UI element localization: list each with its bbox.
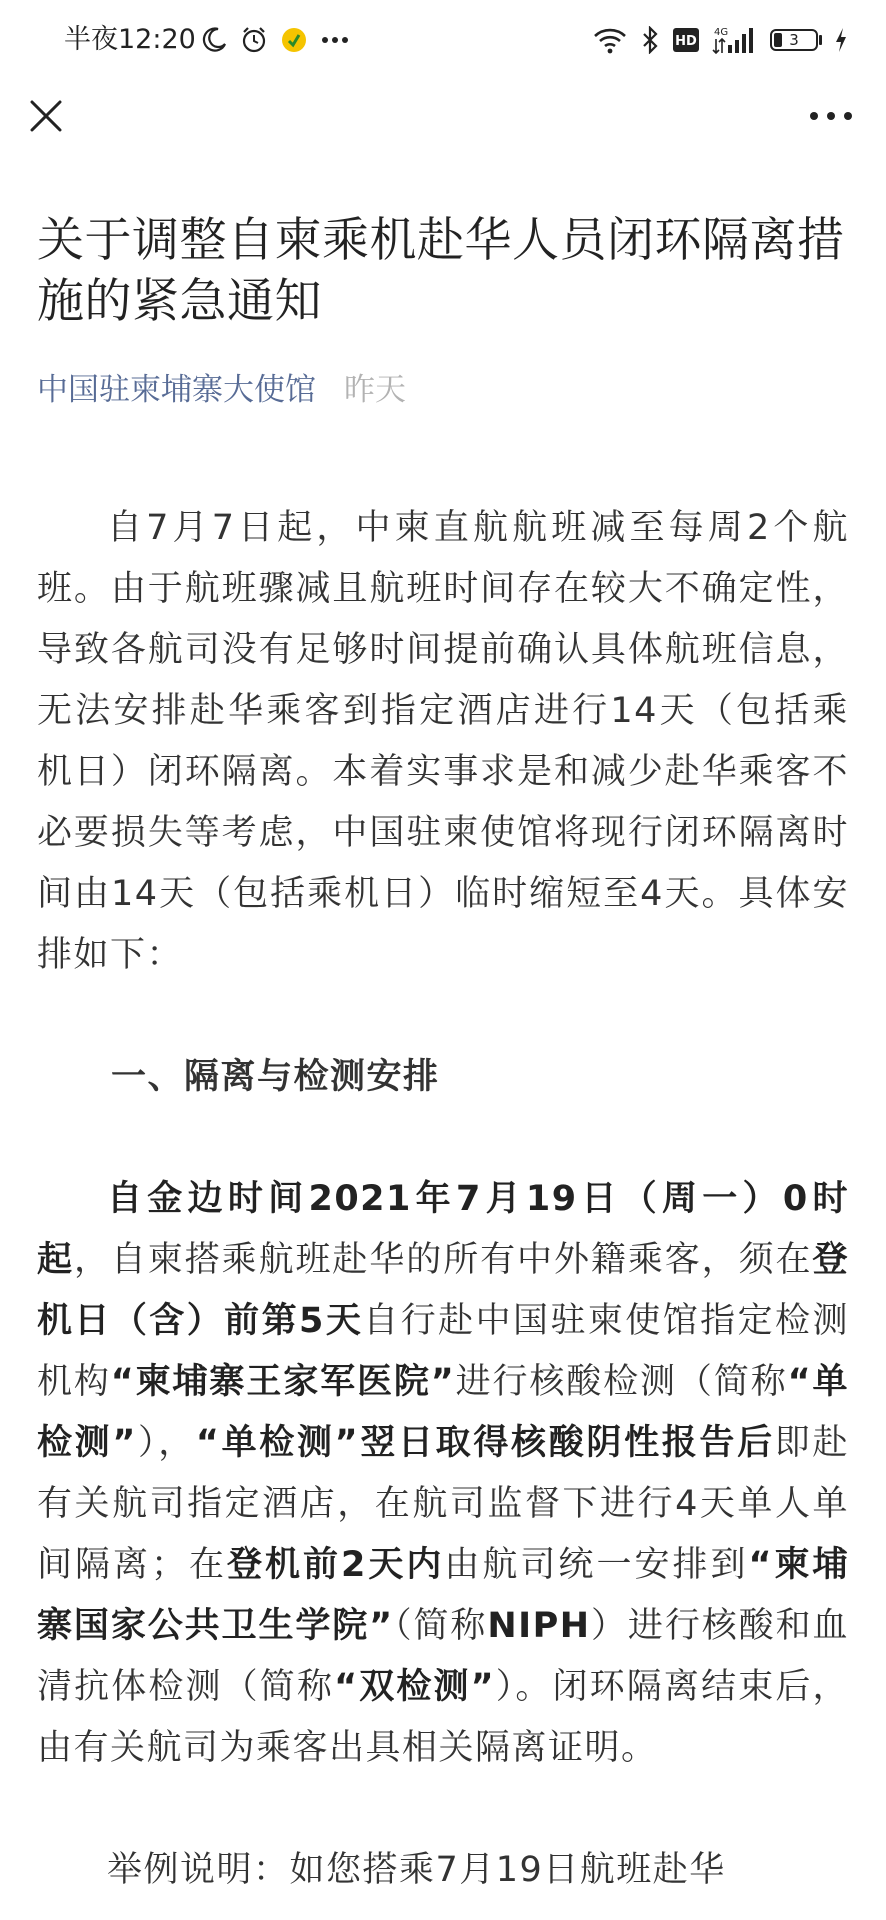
- charging-bolt-icon: [834, 27, 848, 53]
- body-text: 进行核酸检测（简称: [455, 1362, 788, 1402]
- hd-label: HD: [675, 34, 697, 49]
- status-bar: [0, 0, 886, 80]
- cellular-signal-icon: [712, 25, 758, 55]
- wifi-icon: [592, 26, 628, 54]
- article-body: [37, 498, 849, 1901]
- moon-icon: [200, 26, 228, 54]
- institute-name-text: “柬埔寨国家公共卫生学院”: [37, 1545, 849, 1646]
- body-text: 即赴有关航司指定酒店，在航司监督下进行4天单人单间隔离；在: [37, 1423, 849, 1585]
- body-text: （简称: [393, 1606, 488, 1646]
- status-icons-right: [592, 20, 848, 60]
- article-meta: [37, 370, 849, 410]
- emphasis-text: NIPH: [487, 1606, 591, 1646]
- emphasis-text: “单检测”: [37, 1362, 849, 1463]
- alarm-clock-icon: [240, 26, 268, 54]
- article-title: 关于调整自柬乘机赴华人员闭环隔离措施的紧急通知: [37, 213, 845, 329]
- effective-date-text: 自金边时间2021年7月19日（周一）0时起: [37, 1179, 849, 1280]
- battery-level-label: 3: [789, 31, 799, 49]
- more-notifications-icon: [320, 26, 350, 54]
- section-heading: 一、隔离与检测安排: [111, 1057, 440, 1097]
- hd-icon: [672, 27, 700, 53]
- nav-bar: [0, 80, 886, 156]
- body-text: ），: [136, 1423, 196, 1463]
- network-label: 4G: [714, 27, 729, 38]
- hospital-name-text: “柬埔寨王家军医院”: [110, 1362, 456, 1402]
- battery-icon: [770, 29, 822, 51]
- body-text: ）。闭环隔离结束后，由有关航司为乘客出具相关隔离证明。: [37, 1667, 849, 1768]
- body-text: 自行赴中国驻柬使馆指定检测机构: [37, 1301, 849, 1402]
- status-icons-left: [200, 20, 350, 60]
- article: [37, 210, 849, 1901]
- body-text: ）进行核酸和血清抗体检测（简称: [37, 1606, 849, 1707]
- emphasis-text: 登机日（含）前第5天: [37, 1240, 849, 1341]
- body-text: 由航司统一安排到: [444, 1545, 749, 1585]
- battery-level-fill: [774, 33, 782, 47]
- close-icon[interactable]: [28, 98, 64, 134]
- emphasis-text: “双检测”: [334, 1667, 496, 1707]
- app-notification-icon: [280, 26, 308, 54]
- battery-cap: [819, 35, 822, 45]
- emphasis-text: “单检测”翌日取得核酸阴性报告后: [195, 1423, 775, 1463]
- status-time: 半夜12:20: [64, 24, 196, 55]
- paragraph-quarantine-arrangement: [37, 1169, 849, 1779]
- bluetooth-icon: [640, 26, 660, 54]
- account-name-link[interactable]: 中国驻柬埔寨大使馆: [37, 372, 316, 408]
- battery-body: [770, 29, 818, 51]
- paragraph-intro: 自7月7日起，中柬直航航班减至每周2个航班。由于航班骤减且航班时间存在较大不确定性，导致各航司没有足够时间提前确认具体航班信息，无法安排赴华乘客到指定酒店进行14天（包括乘机日）闭环隔离。本着实事求是和减少赴华乘客不必要损失等考虑，中国驻柬使馆将现行闭环隔离时间由14天（包括乘机日）临时缩短至4天。具体安排如下：: [37, 508, 849, 975]
- emphasis-text: 登机前2天内: [227, 1545, 445, 1585]
- paragraph-example: 举例说明：如您搭乘7月19日航班赴华: [107, 1850, 726, 1890]
- more-icon[interactable]: [806, 98, 856, 134]
- publish-date: 昨天: [344, 372, 406, 408]
- body-text: ，自柬搭乘航班赴华的所有中外籍乘客，须在: [73, 1240, 813, 1280]
